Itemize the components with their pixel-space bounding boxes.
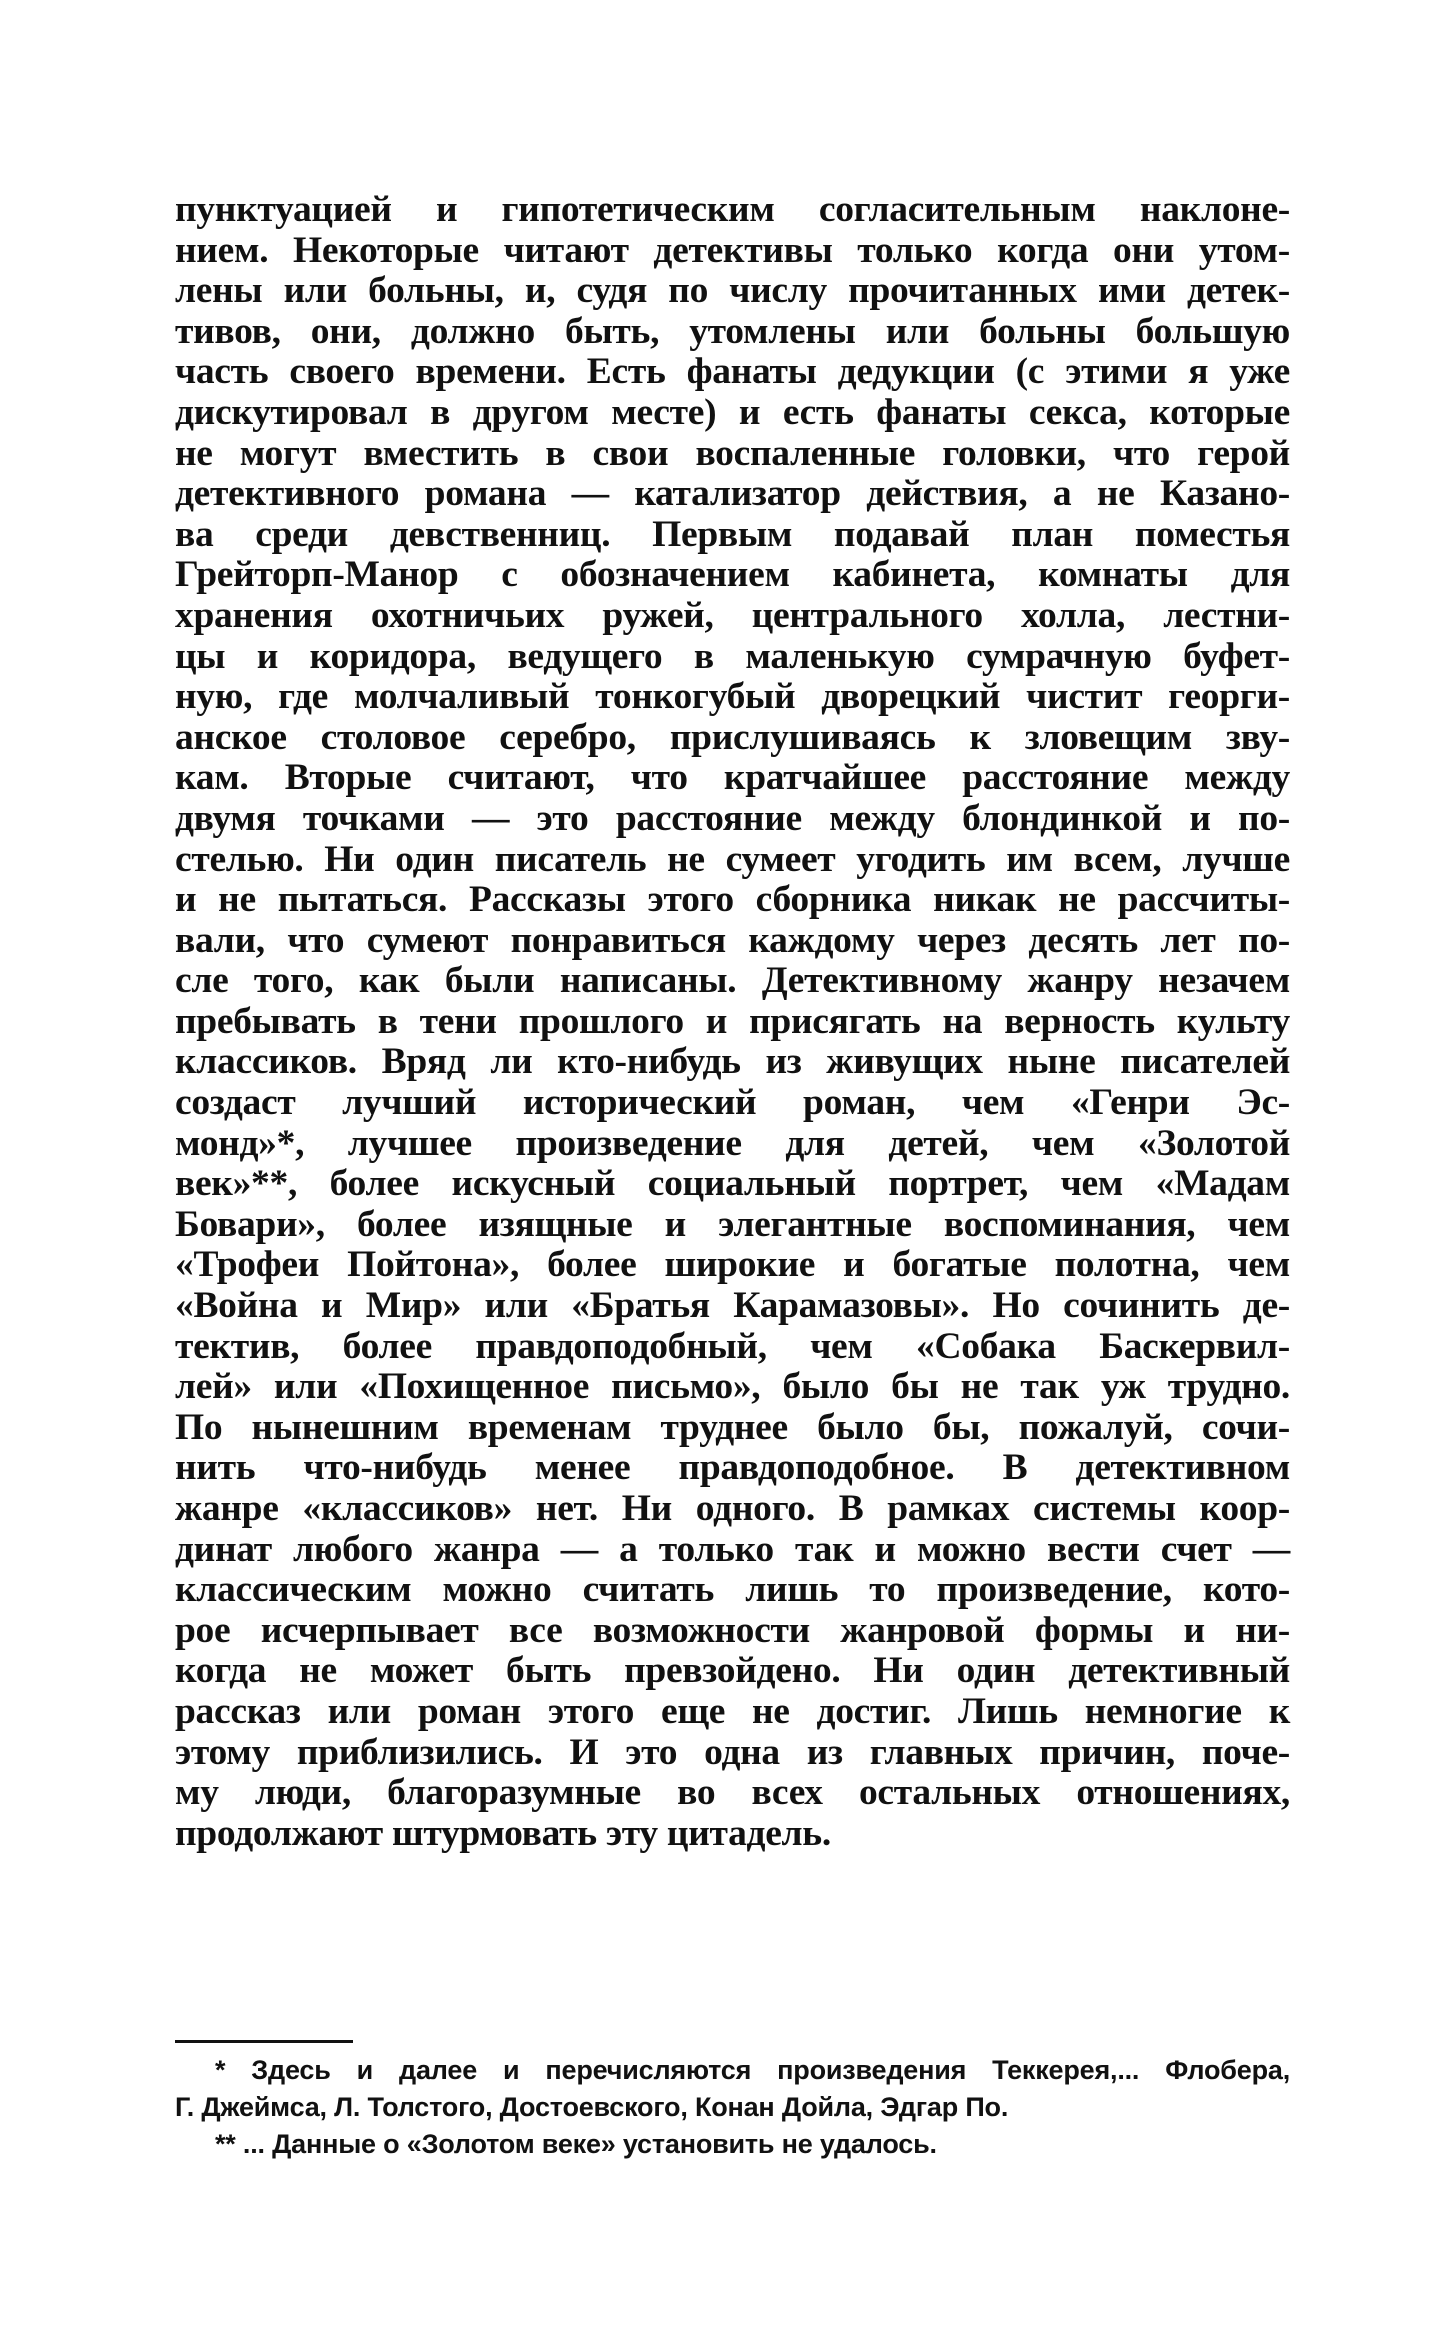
- body-text: [175, 190, 1290, 1854]
- text-line: когда не может быть превзойдено. Ни один детективный: [175, 1650, 1290, 1692]
- text-line: лей» или «Похищенное письмо», было бы не так уж трудно.: [175, 1366, 1290, 1408]
- text-line: классическим можно считать лишь то произведение, кото-: [175, 1569, 1290, 1611]
- text-line: создаст лучший исторический роман, чем «Генри Эс-: [175, 1082, 1290, 1124]
- text-line: По нынешним временам труднее было бы, пожалуй, сочи-: [175, 1406, 1290, 1448]
- text-line: монд»*, лучшее произведение для детей, чем «Золотой: [175, 1122, 1290, 1164]
- text-line: и не пытаться. Рассказы этого сборника никак не рассчиты-: [175, 879, 1290, 921]
- text-line: хранения охотничьих ружей, центрального холла, лестни-: [175, 594, 1290, 636]
- text-line: му люди, благоразумные во всех остальных отношениях,: [175, 1772, 1290, 1814]
- text-line: этому приблизились. И это одна из главных причин, поче-: [175, 1731, 1290, 1773]
- text-line: динат любого жанра — а только так и можно вести счет —: [175, 1528, 1290, 1570]
- text-line: «Трофеи Пойтона», более широкие и богатые полотна, чем: [175, 1244, 1290, 1286]
- text-line: классиков. Вряд ли кто-нибудь из живущих ныне писателей: [175, 1041, 1290, 1083]
- text-line: век»**, более искусный социальный портрет, чем «Мадам: [175, 1163, 1290, 1205]
- text-line: анское столовое серебро, прислушиваясь к зловещим зву-: [175, 716, 1290, 758]
- text-line: рое исчерпывает все возможности жанровой формы и ни-: [175, 1609, 1290, 1651]
- text-line: лены или больны, и, судя по числу прочитанных ими детек-: [175, 270, 1290, 312]
- text-line: «Война и Мир» или «Братья Карамазовы». Но сочинить де-: [175, 1285, 1290, 1327]
- footnotes: [175, 2052, 1290, 2163]
- text-line: пребывать в тени прошлого и присягать на верность культу: [175, 1000, 1290, 1042]
- text-line: ную, где молчаливый тонкогубый дворецкий чистит георги-: [175, 676, 1290, 718]
- text-line: жанре «классиков» нет. Ни одного. В рамках системы коор-: [175, 1488, 1290, 1529]
- text-line: Бовари», более изящные и элегантные воспоминания, чем: [175, 1203, 1290, 1245]
- text-line: вали, что сумеют понравиться каждому через десять лет по-: [175, 919, 1290, 961]
- text-line: детективного романа — катализатор действия, а не Казано-: [175, 473, 1290, 515]
- text-line: Грейторп-Манор с обозначением кабинета, комнаты для: [175, 554, 1290, 596]
- text-line: тивов, они, должно быть, утомлены или больны большую: [175, 310, 1290, 352]
- footnote-divider: [175, 2040, 353, 2043]
- text-line: продолжают штурмовать эту цитадель.: [175, 1812, 831, 1854]
- text-line: цы и коридора, ведущего в маленькую сумрачную буфет-: [175, 635, 1290, 677]
- text-line: дискутировал в другом месте) и есть фанаты секса, которые: [175, 391, 1290, 433]
- text-line: пунктуацией и гипотетическим согласительным наклоне-: [175, 189, 1290, 230]
- text-line: двумя точками — это расстояние между блондинкой и по-: [175, 797, 1290, 839]
- text-line: нить что-нибудь менее правдоподобное. В детективном: [175, 1447, 1290, 1489]
- text-line: сле того, как были написаны. Детективному жанру незачем: [175, 960, 1290, 1002]
- text-line: часть своего времени. Есть фанаты дедукции (с этими я уже: [175, 351, 1290, 393]
- text-line: рассказ или роман этого еще не достиг. Лишь немногие к: [175, 1690, 1290, 1732]
- footnote-2: ** ... Данные о «Золотом веке» установить не удалось.: [215, 2129, 937, 2159]
- text-line: ва среди девственниц. Первым подавай план поместья: [175, 513, 1290, 555]
- text-line: тектив, более правдоподобный, чем «Собака Баскервил-: [175, 1325, 1290, 1367]
- text-line: кам. Вторые считают, что кратчайшее расстояние между: [175, 757, 1290, 799]
- text-line: стелью. Ни один писатель не сумеет угодить им всем, лучше: [175, 838, 1290, 880]
- text-line: не могут вместить в свои воспаленные головки, что герой: [175, 432, 1290, 474]
- footnote-1-line-2: Г. Джеймса, Л. Толстого, Достоевского, Конан Дойла, Эдгар По.: [175, 2092, 1009, 2122]
- page-body: [175, 190, 1290, 1854]
- footnote-1-line-1: * Здесь и далее и перечисляются произведения Теккерея,... Флобера,: [215, 2055, 1290, 2085]
- text-line: нием. Некоторые читают детективы только когда они утом-: [175, 229, 1290, 271]
